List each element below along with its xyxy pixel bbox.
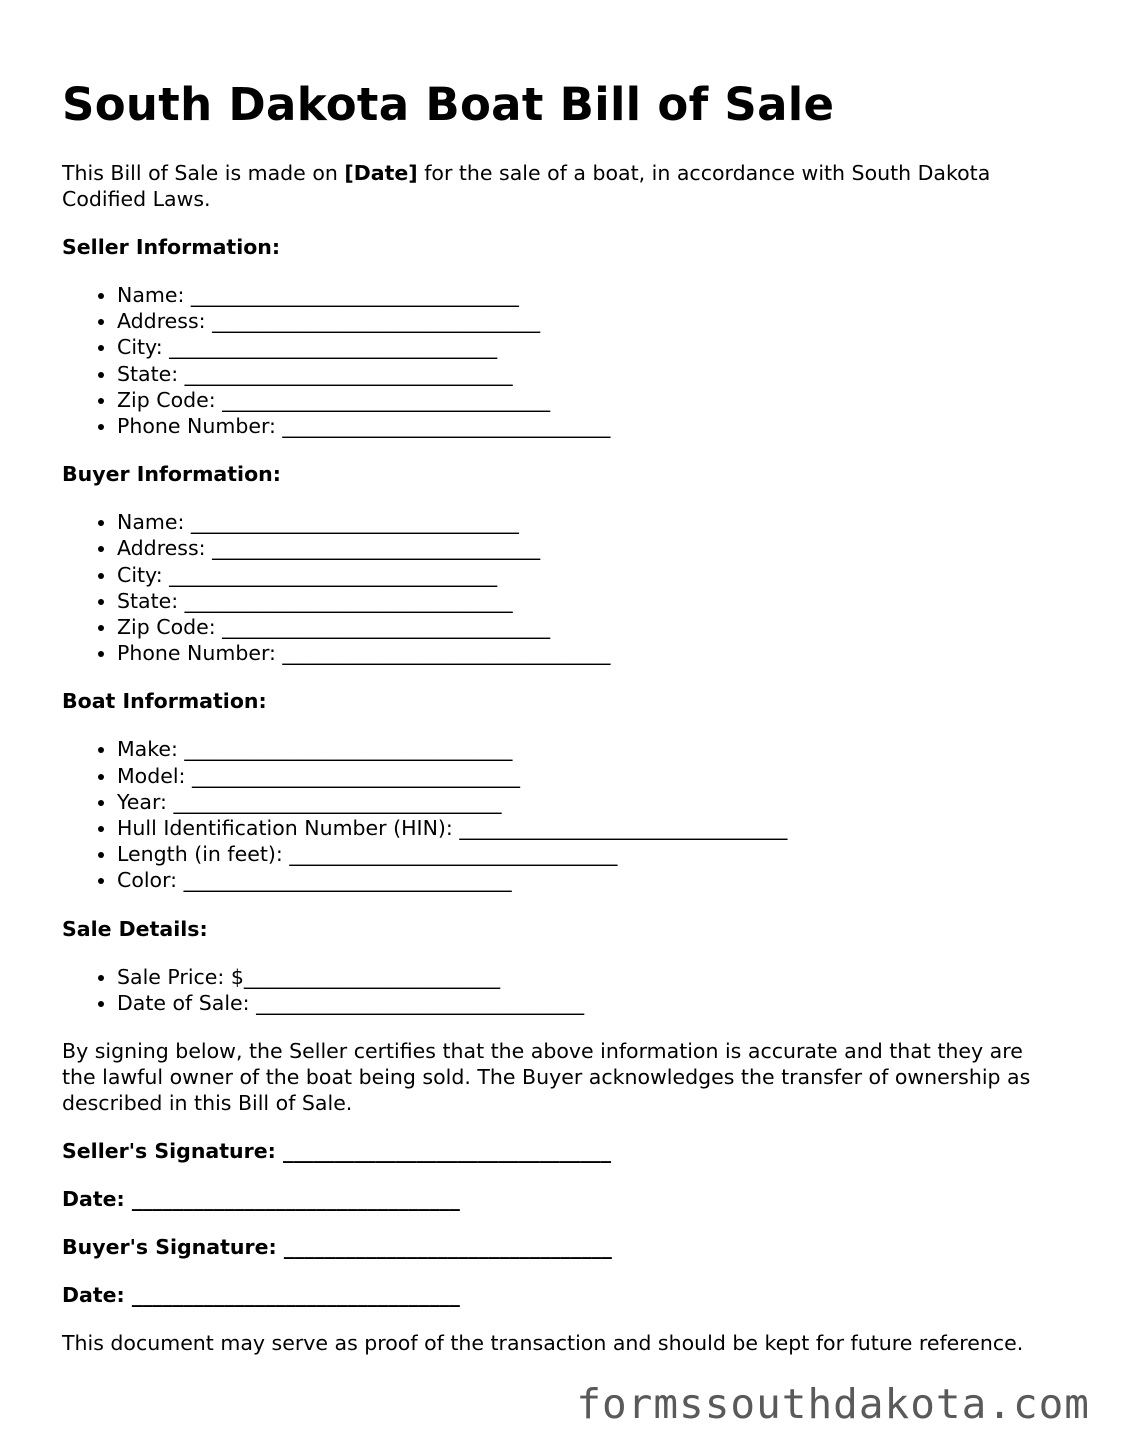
boat-hin-field: • Hull Identification Number (HIN): ________________________________ (117, 815, 1062, 841)
boat-model-field: • Model: ________________________________ (117, 763, 1062, 789)
sale-fields-list (62, 964, 1062, 1016)
boat-make-field: • Make: ________________________________ (117, 736, 1062, 762)
certification-paragraph: By signing below, the Seller certifies that the above information is accurate and that they are the lawful owner of the boat being sold. The Buyer acknowledges the transfer of ownership as described in this Bill of Sale. (62, 1039, 1031, 1116)
seller-name-field: • Name: ________________________________ (117, 282, 1062, 308)
buyer-fields-list (62, 509, 1062, 666)
intro-text-before: This Bill of Sale is made on (62, 161, 345, 185)
seller-address-field: • Address: ________________________________ (117, 308, 1062, 334)
seller-phone-field: • Phone Number: ________________________________ (117, 413, 1062, 439)
buyer-date-line: Date: ________________________________ (62, 1283, 460, 1308)
boat-heading: Boat Information: (62, 689, 267, 714)
buyer-heading: Buyer Information: (62, 462, 281, 487)
seller-state-field: • State: ________________________________ (117, 361, 1062, 387)
seller-date-line: Date: ________________________________ (62, 1187, 460, 1212)
boat-fields-list (62, 736, 1062, 893)
boat-color-field: • Color: ________________________________ (117, 867, 1062, 893)
seller-fields-list (62, 282, 1062, 439)
site-watermark: formssouthdakota.com (576, 1380, 1090, 1428)
document-page (62, 72, 1062, 1356)
buyer-zip-field: • Zip Code: ________________________________ (117, 614, 1062, 640)
intro-paragraph (62, 160, 1062, 212)
intro-text-after: for the sale of a boat, in accordance with South Dakota Codified Laws. (62, 161, 991, 211)
seller-city-field: • City: ________________________________ (117, 334, 1062, 360)
seller-zip-field: • Zip Code: ________________________________ (117, 387, 1062, 413)
closing-paragraph: This document may serve as proof of the transaction and should be kept for future reference. (62, 1331, 1024, 1356)
sale-price-field: • Sale Price: $_________________________ (117, 964, 1062, 990)
boat-length-field: • Length (in feet): ________________________________ (117, 841, 1062, 867)
page-title: South Dakota Boat Bill of Sale (62, 78, 835, 131)
seller-heading: Seller Information: (62, 235, 281, 259)
buyer-city-field: • City: ________________________________ (117, 562, 1062, 588)
buyer-phone-field: • Phone Number: ________________________________ (117, 640, 1062, 666)
buyer-signature-line: Buyer's Signature: ________________________________ (62, 1235, 612, 1260)
boat-year-field: • Year: ________________________________ (117, 789, 1062, 815)
date-placeholder: [Date] (344, 161, 418, 185)
buyer-name-field: • Name: ________________________________ (117, 509, 1062, 535)
sale-heading: Sale Details: (62, 916, 208, 941)
sale-date-field: • Date of Sale: ________________________________ (117, 990, 1062, 1016)
buyer-state-field: • State: ________________________________ (117, 588, 1062, 614)
buyer-address-field: • Address: ________________________________ (117, 535, 1062, 561)
seller-signature-line: Seller's Signature: ________________________________ (62, 1139, 611, 1164)
